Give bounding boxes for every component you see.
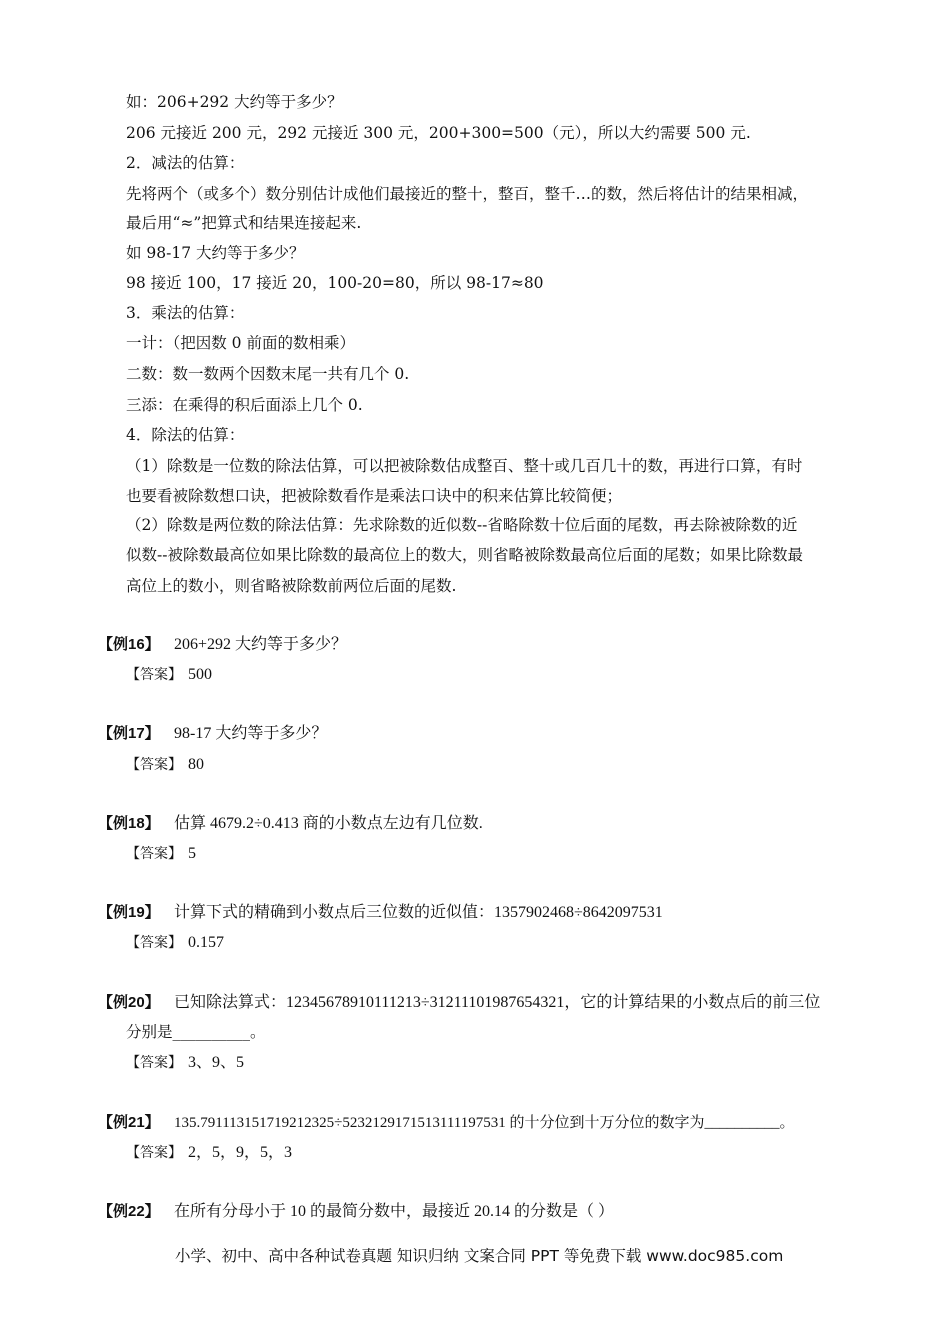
example-18 <box>98 813 483 834</box>
example-question: 计算下式的精确到小数点后三位数的近似值：1357902468÷8642097531 <box>174 904 663 921</box>
example-question: 已知除法算式：12345678910111213÷31211101987654321，它的计算结果的小数点后的前三位 <box>174 994 821 1011</box>
answer-18 <box>126 843 196 864</box>
answer-21 <box>126 1142 292 1163</box>
example-question: 估算 4679.2÷0.413 商的小数点左边有几位数. <box>174 815 483 832</box>
answer-label: 【答案】 <box>126 667 182 683</box>
example-label: 【例22】 <box>98 1203 160 1220</box>
example-16 <box>98 634 347 655</box>
example-question: 98-17 大约等于多少？ <box>174 725 328 742</box>
intro-line-13: （1）除数是一位数的除法估算，可以把被除数估成整百、整十或几百几十的数，再进行口算，有时 <box>126 457 803 475</box>
answer-value: 80 <box>188 756 204 773</box>
example-22 <box>98 1201 614 1222</box>
intro-line-5: 最后用“≈”把算式和结果连接起来. <box>126 214 362 232</box>
answer-label: 【答案】 <box>126 846 182 862</box>
example-label: 【例18】 <box>98 815 160 832</box>
example-21 <box>98 1112 794 1133</box>
example-question: 135.791113151719212325÷5232129171513111197531 的十分位到十万分位的数字为__________。 <box>174 1115 795 1131</box>
page-footer: 小学、初中、高中各种试卷真题 知识归纳 文案合同 PPT 等免费下载 www.doc985.com <box>175 1247 784 1265</box>
example-19 <box>98 902 663 923</box>
intro-line-8: 3．乘法的估算： <box>126 304 245 322</box>
answer-19 <box>126 932 224 953</box>
intro-line-3: 2．减法的估算： <box>126 154 245 172</box>
intro-line-17: 高位上的数小，则省略被除数前两位后面的尾数. <box>126 577 457 595</box>
intro-line-2: 206 元接近 200 元，292 元接近 300 元，200+300=500（元），所以大约需要 500 元. <box>126 124 751 142</box>
example-label: 【例19】 <box>98 904 160 921</box>
intro-line-4: 先将两个（或多个）数分别估计成他们最接近的整十，整百，整千…的数，然后将估计的结果相减， <box>126 185 809 203</box>
intro-line-11: 三添：在乘得的积后面添上几个 0. <box>126 396 363 414</box>
example-label: 【例21】 <box>98 1114 160 1131</box>
example-question: 206+292 大约等于多少？ <box>174 636 348 653</box>
example-question-continued: 分别是__________。 <box>126 1023 266 1041</box>
intro-line-1: 如：206+292 大约等于多少？ <box>126 93 343 111</box>
answer-label: 【答案】 <box>126 1145 182 1161</box>
intro-line-16: 似数--被除数最高位如果比除数的最高位上的数大，则省略被除数最高位后面的尾数；如果比除数最 <box>126 546 803 564</box>
intro-line-10: 二数：数一数两个因数末尾一共有几个 0. <box>126 365 410 383</box>
example-17 <box>98 723 327 744</box>
answer-label: 【答案】 <box>126 1055 182 1071</box>
intro-line-6: 如 98-17 大约等于多少？ <box>126 244 305 262</box>
example-20 <box>98 992 820 1013</box>
example-label: 【例17】 <box>98 725 160 742</box>
answer-value: 0.157 <box>188 934 224 951</box>
answer-value: 5 <box>188 845 196 862</box>
intro-line-15: （2）除数是两位数的除法估算：先求除数的近似数--省略除数十位后面的尾数，再去除被除数的近 <box>126 516 798 534</box>
example-label: 【例16】 <box>98 636 160 653</box>
answer-value: 2，5，9，5，3 <box>188 1144 293 1161</box>
answer-label: 【答案】 <box>126 757 182 773</box>
intro-line-9: 一计：（把因数 0 前面的数相乘） <box>126 334 355 352</box>
intro-line-12: 4．除法的估算： <box>126 426 245 444</box>
answer-16 <box>126 664 212 685</box>
example-label: 【例20】 <box>98 994 160 1011</box>
answer-value: 500 <box>188 666 212 683</box>
answer-label: 【答案】 <box>126 935 182 951</box>
answer-20 <box>126 1052 244 1073</box>
intro-line-14: 也要看被除数想口诀，把被除数看作是乘法口诀中的积来估算比较简便； <box>126 487 623 505</box>
answer-value: 3、9、5 <box>188 1054 245 1071</box>
intro-line-7: 98 接近 100，17 接近 20，100-20=80，所以 98-17≈80 <box>126 274 544 292</box>
example-question: 在所有分母小于 10 的最简分数中，最接近 20.14 的分数是（ ） <box>174 1203 615 1220</box>
answer-17 <box>126 754 204 775</box>
